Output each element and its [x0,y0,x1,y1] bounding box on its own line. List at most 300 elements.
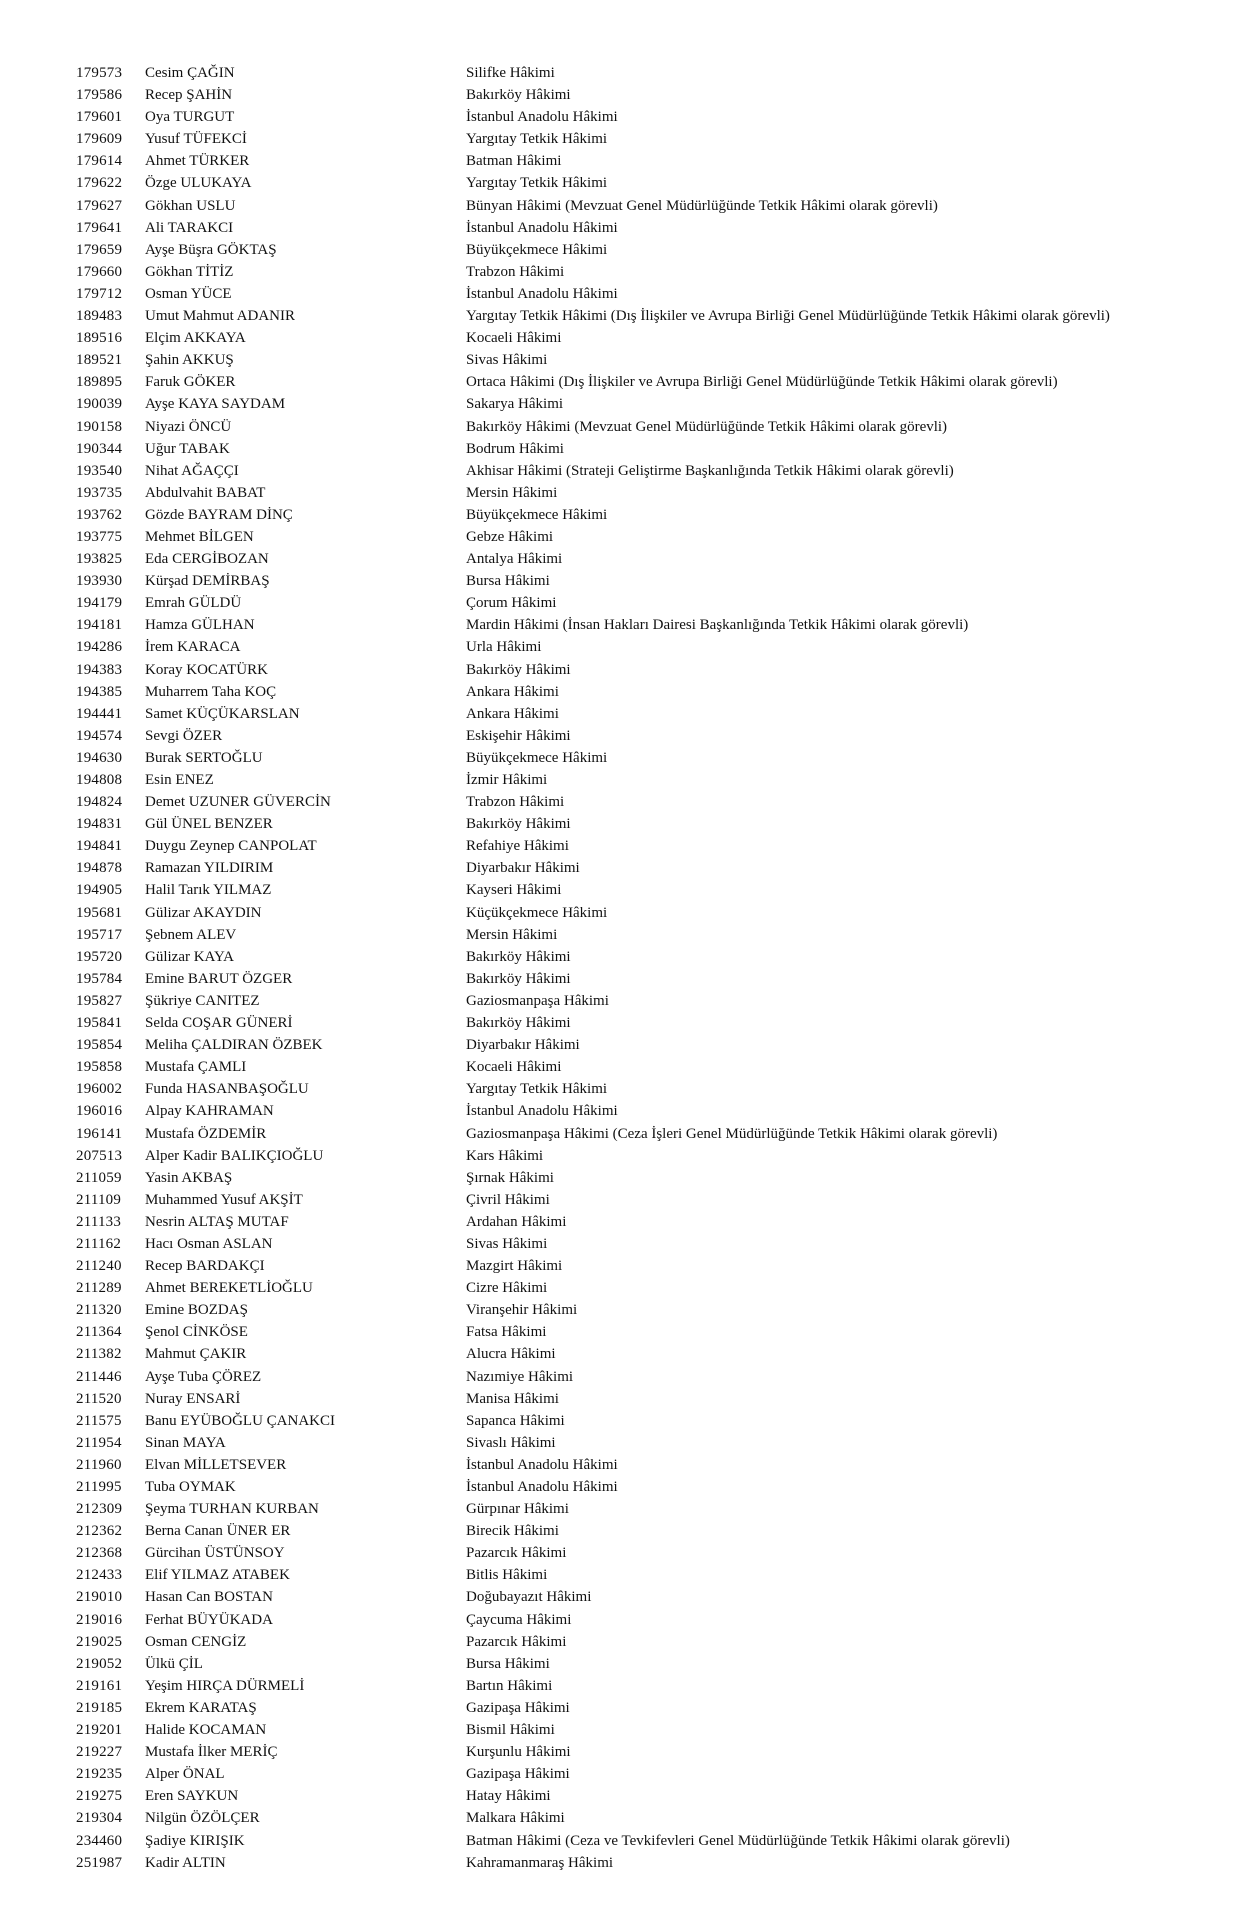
sicil-number: 193540 [76,462,123,479]
list-item [0,1432,1252,1454]
list-item [0,725,1252,747]
sicil-number: 194181 [76,617,123,634]
judge-name: Meliha ÇALDIRAN ÖZBEK [145,1037,323,1054]
sicil-number: 194383 [76,661,123,678]
judge-name: Alper Kadir BALIKÇIOĞLU [145,1147,324,1164]
sicil-number: 194441 [76,705,123,722]
assignment: Birecik Hâkimi [466,1523,559,1540]
judge-name: Nesrin ALTAŞ MUTAF [145,1213,289,1230]
list-item [0,1564,1252,1586]
sicil-number: 195720 [76,948,123,965]
assignment: Batman Hâkimi (Ceza ve Tevkifevleri Genel Müdürlüğünde Tetkik Hâkimi olarak görevli) [466,1832,1010,1849]
assignment: Kahramanmaraş Hâkimi [466,1854,614,1871]
judge-name: Gökhan USLU [145,197,236,214]
list-item [0,1189,1252,1211]
judge-name: Elif YILMAZ ATABEK [145,1567,290,1584]
judge-name: Nuray ENSARİ [145,1390,241,1407]
sicil-number: 190039 [76,396,123,413]
sicil-number: 190344 [76,440,123,457]
list-item [0,1586,1252,1608]
assignment: Bakırköy Hâkimi [466,87,571,104]
list-item [0,1366,1252,1388]
list-item [0,1321,1252,1343]
judge-name: Duygu Zeynep CANPOLAT [145,838,317,855]
assignment: Sivaslı Hâkimi [466,1434,556,1451]
judge-name: Mustafa ÇAMLI [145,1059,247,1076]
assignment: Bursa Hâkimi [466,1655,550,1672]
assignment: Mardin Hâkimi (İnsan Hakları Dairesi Başkanlığında Tetkik Hâkimi olarak görevli) [466,617,969,634]
sicil-number: 219227 [76,1744,123,1761]
judge-name: Kadir ALTIN [145,1854,226,1871]
judge-name: Gülizar AKAYDIN [145,904,262,921]
sicil-number: 219201 [76,1722,123,1739]
judge-name: Nilgün ÖZÖLÇER [145,1810,260,1827]
judge-name: Abdulvahit BABAT [145,484,266,501]
assignment: Bakırköy Hâkimi [466,1015,571,1032]
list-item [0,1299,1252,1321]
list-item [0,1807,1252,1829]
judge-name: Hamza GÜLHAN [145,617,255,634]
assignment: Pazarcık Hâkimi [466,1633,567,1650]
sicil-number: 219010 [76,1589,123,1606]
sicil-number: 211446 [76,1368,122,1385]
sicil-number: 190158 [76,418,123,435]
list-item [0,659,1252,681]
sicil-number: 211382 [76,1346,122,1363]
list-item [0,813,1252,835]
assignment: Cizre Hâkimi [466,1280,548,1297]
list-item [0,703,1252,725]
assignment: Şırnak Hâkimi [466,1169,554,1186]
sicil-number: 179601 [76,109,123,126]
judge-name: Emrah GÜLDÜ [145,595,242,612]
list-item [0,1100,1252,1122]
judge-name: Şeyma TURHAN KURBAN [145,1501,319,1518]
assignment: Gaziosmanpaşa Hâkimi (Ceza İşleri Genel Müdürlüğünde Tetkik Hâkimi olarak görevli) [466,1125,998,1142]
judge-name: Yusuf TÜFEKCİ [145,131,247,148]
judge-name: Samet KÜÇÜKARSLAN [145,705,300,722]
assignment: Silifke Hâkimi [466,65,555,81]
list-item [0,416,1252,438]
assignment: Kurşunlu Hâkimi [466,1744,571,1761]
judge-name: Umut Mahmut ADANIR [145,308,295,325]
judge-name: Ayşe Büşra GÖKTAŞ [145,241,277,258]
sicil-number: 194574 [76,727,123,744]
assignment: Doğubayazıt Hâkimi [466,1589,592,1606]
sicil-number: 219235 [76,1766,123,1783]
assignment: Yargıtay Tetkik Hâkimi [466,175,608,192]
list-item [0,548,1252,570]
judge-name: Şenol CİNKÖSE [145,1324,248,1341]
list-item [0,1056,1252,1078]
judge-name: Selda COŞAR GÜNERİ [145,1015,293,1032]
assignment: Mersin Hâkimi [466,484,558,501]
sicil-number: 234460 [76,1832,123,1849]
assignment: Viranşehir Hâkimi [466,1302,578,1319]
list-item [0,769,1252,791]
judge-name: Recep ŞAHİN [145,87,233,104]
sicil-number: 196002 [76,1081,123,1098]
list-item [0,1741,1252,1763]
assignment: Alucra Hâkimi [466,1346,556,1363]
sicil-number: 211954 [76,1434,122,1451]
sicil-number: 189516 [76,330,123,347]
sicil-number: 219161 [76,1677,123,1694]
sicil-number: 195854 [76,1037,123,1054]
sicil-number: 219185 [76,1699,123,1716]
judge-name: Eren SAYKUN [145,1788,239,1805]
sicil-number: 193762 [76,506,123,523]
list-item [0,1410,1252,1432]
judge-name: Funda HASANBAŞOĞLU [145,1081,309,1098]
assignment: Sivas Hâkimi [466,352,548,369]
list-item [0,1520,1252,1542]
list-item [0,636,1252,658]
list-item [0,1763,1252,1785]
list-item [0,239,1252,261]
list-item [0,1277,1252,1299]
list-item [0,902,1252,924]
judge-name: Uğur TABAK [145,440,230,457]
sicil-number: 251987 [76,1854,123,1871]
assignment: Gaziosmanpaşa Hâkimi [466,992,609,1009]
list-item [0,1233,1252,1255]
sicil-number: 219052 [76,1655,123,1672]
sicil-number: 193825 [76,551,123,568]
assignment: İzmir Hâkimi [466,772,548,788]
list-item [0,1609,1252,1631]
sicil-number: 193735 [76,484,123,501]
list-item [0,747,1252,769]
judge-name: Hasan Can BOSTAN [145,1589,273,1606]
list-item [0,1012,1252,1034]
sicil-number: 211995 [76,1479,122,1495]
judge-name: Ferhat BÜYÜKADA [145,1611,273,1628]
assignment: Kars Hâkimi [466,1147,544,1164]
assignment: Pazarcık Hâkimi [466,1545,567,1562]
sicil-number: 195827 [76,992,123,1009]
sicil-number: 189895 [76,374,123,391]
sicil-number: 193930 [76,573,123,590]
sicil-number: 219304 [76,1810,123,1827]
list-item [0,1034,1252,1056]
sicil-number: 179659 [76,241,123,258]
list-item [0,1476,1252,1498]
list-item [0,1653,1252,1675]
assignment: Gazipaşa Hâkimi [466,1766,570,1783]
assignment: Ardahan Hâkimi [466,1213,567,1230]
judge-name: Sevgi ÖZER [145,727,223,744]
sicil-number: 196016 [76,1103,123,1120]
sicil-number: 194385 [76,683,123,700]
list-item [0,1631,1252,1653]
assignment: Büyükçekmece Hâkimi [466,749,608,766]
list-item [0,327,1252,349]
assignment: Eskişehir Hâkimi [466,727,571,744]
list-item [0,879,1252,901]
assignment: Kocaeli Hâkimi [466,330,562,347]
assignment: Bursa Hâkimi [466,573,550,590]
assignment: Bakırköy Hâkimi [466,661,571,678]
list-item [0,482,1252,504]
assignment: Bodrum Hâkimi [466,440,564,457]
sicil-number: 179627 [76,197,123,214]
list-item [0,857,1252,879]
assignment: Trabzon Hâkimi [466,794,565,811]
assignment: Yargıtay Tetkik Hâkimi [466,1081,608,1098]
assignment: Fatsa Hâkimi [466,1324,547,1341]
list-item [0,438,1252,460]
sicil-number: 219025 [76,1633,123,1650]
list-item [0,217,1252,239]
list-item [0,261,1252,283]
list-item [0,305,1252,327]
assignment: İstanbul Anadolu Hâkimi [466,1103,618,1120]
assignment: Gazipaşa Hâkimi [466,1699,570,1716]
list-item [0,1785,1252,1807]
judge-name: Şebnem ALEV [145,926,237,943]
sicil-number: 211109 [76,1191,122,1208]
judge-name: Şahin AKKUŞ [145,352,234,369]
assignment: Diyarbakır Hâkimi [466,860,580,877]
assignment: Batman Hâkimi [466,153,562,170]
sicil-number: 211059 [76,1169,122,1186]
list-item [0,1145,1252,1167]
list-item [0,924,1252,946]
assignment: Ankara Hâkimi [466,705,559,722]
sicil-number: 211520 [76,1390,122,1407]
assignment: Bakırköy Hâkimi [466,970,571,987]
list-item [0,393,1252,415]
judge-name: Ayşe KAYA SAYDAM [145,396,286,413]
judge-name: Mustafa ÖZDEMİR [145,1125,267,1142]
assignment: Trabzon Hâkimi [466,263,565,280]
sicil-number: 219275 [76,1788,123,1805]
judge-name: Ahmet TÜRKER [145,153,250,170]
judge-name: Kürşad DEMİRBAŞ [145,573,270,590]
list-item [0,681,1252,703]
list-item [0,1078,1252,1100]
list-item [0,1454,1252,1476]
judge-name: Tuba OYMAK [145,1479,236,1495]
list-item [0,1697,1252,1719]
judge-name: Banu EYÜBOĞLU ÇANAKCI [145,1412,335,1429]
list-item [0,592,1252,614]
judge-name: Burak SERTOĞLU [145,749,263,766]
sicil-number: 194808 [76,772,123,788]
assignment: Refahiye Hâkimi [466,838,569,855]
sicil-number: 179586 [76,87,123,104]
sicil-number: 194179 [76,595,123,612]
sicil-number: 179609 [76,131,123,148]
sicil-number: 211162 [76,1235,122,1252]
assignment: Çaycuma Hâkimi [466,1611,572,1628]
sicil-number: 211240 [76,1258,122,1275]
sicil-number: 212433 [76,1567,123,1584]
list-item [0,1388,1252,1410]
sicil-number: 179622 [76,175,123,192]
judge-name: Ali TARAKCI [145,219,234,236]
judge-name: Elvan MİLLETSEVER [145,1456,287,1473]
assignment: Bakırköy Hâkimi [466,816,571,833]
list-item [0,1167,1252,1189]
list-item [0,1211,1252,1233]
list-item [0,172,1252,194]
assignment: Gürpınar Hâkimi [466,1501,569,1518]
judge-name: Yasin AKBAŞ [145,1169,233,1186]
judge-name: Nihat AĞAÇÇI [145,462,239,479]
assignment: İstanbul Anadolu Hâkimi [466,1456,618,1473]
judge-name: Hacı Osman ASLAN [145,1235,273,1252]
sicil-number: 219016 [76,1611,123,1628]
sicil-number: 211133 [76,1213,122,1230]
judge-name: Muharrem Taha KOÇ [145,683,277,700]
assignment: Kocaeli Hâkimi [466,1059,562,1076]
judge-name: Ülkü ÇİL [145,1655,203,1672]
assignment: Mazgirt Hâkimi [466,1258,563,1275]
list-item [0,1255,1252,1277]
list-item [0,1343,1252,1365]
assignment: Sakarya Hâkimi [466,396,564,413]
assignment: Gebze Hâkimi [466,528,554,545]
assignment: Urla Hâkimi [466,639,542,656]
sicil-number: 179573 [76,65,123,81]
assignment: İstanbul Anadolu Hâkimi [466,285,618,302]
judge-name: Gözde BAYRAM DİNÇ [145,506,293,523]
list-item [0,1675,1252,1697]
judge-name: Özge ULUKAYA [145,175,252,192]
list-item [0,968,1252,990]
judge-name: Alper ÖNAL [145,1766,225,1783]
judge-name: Mustafa İlker MERİÇ [145,1744,278,1761]
assignment: Bünyan Hâkimi (Mevzuat Genel Müdürlüğünde Tetkik Hâkimi olarak görevli) [466,197,938,214]
sicil-number: 189521 [76,352,123,369]
list-item [0,990,1252,1012]
list-item [0,1830,1252,1852]
assignment: Bakırköy Hâkimi (Mevzuat Genel Müdürlüğünde Tetkik Hâkimi olarak görevli) [466,418,948,435]
sicil-number: 193775 [76,528,123,545]
list-item [0,1123,1252,1145]
judge-name: Şükriye CANITEZ [145,992,260,1009]
assignment: Ortaca Hâkimi (Dış İlişkiler ve Avrupa Birliği Genel Müdürlüğünde Tetkik Hâkimi olarak görevli) [466,374,1058,391]
list-item [0,128,1252,150]
list-item [0,570,1252,592]
judge-name: Yeşim HIRÇA DÜRMELİ [145,1677,305,1694]
assignment: Diyarbakır Hâkimi [466,1037,580,1054]
judge-name: Oya TURGUT [145,109,235,126]
assignment: Büyükçekmece Hâkimi [466,241,608,258]
judge-name: Ramazan YILDIRIM [145,860,274,877]
assignment: Küçükçekmece Hâkimi [466,904,608,921]
judge-name: Gül ÜNEL BENZER [145,816,273,833]
list-item [0,1498,1252,1520]
judge-name: İrem KARACA [145,639,241,656]
assignment: Manisa Hâkimi [466,1390,559,1407]
list-item [0,106,1252,128]
list-item [0,349,1252,371]
assignment: Sapanca Hâkimi [466,1412,565,1429]
sicil-number: 179660 [76,263,123,280]
judge-name: Mehmet BİLGEN [145,528,254,545]
list-item [0,62,1252,84]
assignment: Büyükçekmece Hâkimi [466,506,608,523]
sicil-number: 212309 [76,1501,123,1518]
sicil-number: 189483 [76,308,123,325]
judge-name: Osman CENGİZ [145,1633,247,1650]
judge-name: Sinan MAYA [145,1434,226,1451]
sicil-number: 194831 [76,816,123,833]
list-item [0,1542,1252,1564]
judge-name: Faruk GÖKER [145,374,236,391]
list-item [0,526,1252,548]
assignment: Antalya Hâkimi [466,551,563,568]
list-item [0,460,1252,482]
judge-name: Osman YÜCE [145,285,232,302]
sicil-number: 211320 [76,1302,122,1319]
judge-name: Ahmet BEREKETLİOĞLU [145,1280,313,1297]
list-item [0,150,1252,172]
sicil-number: 195717 [76,926,123,943]
list-item [0,371,1252,393]
judge-assignment-list [0,62,1252,1874]
list-item [0,283,1252,305]
assignment: Hatay Hâkimi [466,1788,551,1805]
assignment: Bismil Hâkimi [466,1722,555,1739]
sicil-number: 207513 [76,1147,123,1164]
judge-name: Gülizar KAYA [145,948,235,965]
sicil-number: 195681 [76,904,123,921]
sicil-number: 211364 [76,1324,122,1341]
sicil-number: 194824 [76,794,123,811]
assignment: İstanbul Anadolu Hâkimi [466,1479,618,1495]
assignment: Mersin Hâkimi [466,926,558,943]
sicil-number: 211960 [76,1456,122,1473]
assignment: Akhisar Hâkimi (Strateji Geliştirme Başkanlığında Tetkik Hâkimi olarak görevli) [466,462,954,479]
assignment: Çorum Hâkimi [466,595,557,612]
sicil-number: 195841 [76,1015,123,1032]
judge-name: Alpay KAHRAMAN [145,1103,274,1120]
assignment: Bakırköy Hâkimi [466,948,571,965]
sicil-number: 195784 [76,970,123,987]
assignment: İstanbul Anadolu Hâkimi [466,109,618,126]
judge-name: Halide KOCAMAN [145,1722,267,1739]
list-item [0,1719,1252,1741]
list-item [0,791,1252,813]
assignment: Ankara Hâkimi [466,683,559,700]
judge-name: Halil Tarık YILMAZ [145,882,272,899]
sicil-number: 212368 [76,1545,123,1562]
judge-name: Niyazi ÖNCÜ [145,418,232,435]
assignment: Sivas Hâkimi [466,1235,548,1252]
assignment: Bartın Hâkimi [466,1677,553,1694]
sicil-number: 194878 [76,860,123,877]
list-item [0,195,1252,217]
judge-name: Esin ENEZ [145,772,214,788]
list-item [0,614,1252,636]
judge-name: Eda CERGİBOZAN [145,551,269,568]
judge-name: Emine BOZDAŞ [145,1302,248,1319]
judge-name: Elçim AKKAYA [145,330,246,347]
sicil-number: 211575 [76,1412,122,1429]
judge-name: Gökhan TİTİZ [145,263,234,280]
judge-name: Ayşe Tuba ÇÖREZ [145,1368,262,1385]
assignment: Yargıtay Tetkik Hâkimi (Dış İlişkiler ve Avrupa Birliği Genel Müdürlüğünde Tetkik Hâkimi olarak görevli) [466,308,1110,325]
judge-name: Gürcihan ÜSTÜNSOY [145,1545,285,1562]
sicil-number: 196141 [76,1125,123,1142]
assignment: Bitlis Hâkimi [466,1567,548,1584]
judge-name: Berna Canan ÜNER ER [145,1523,291,1540]
judge-name: Recep BARDAKÇI [145,1258,265,1275]
